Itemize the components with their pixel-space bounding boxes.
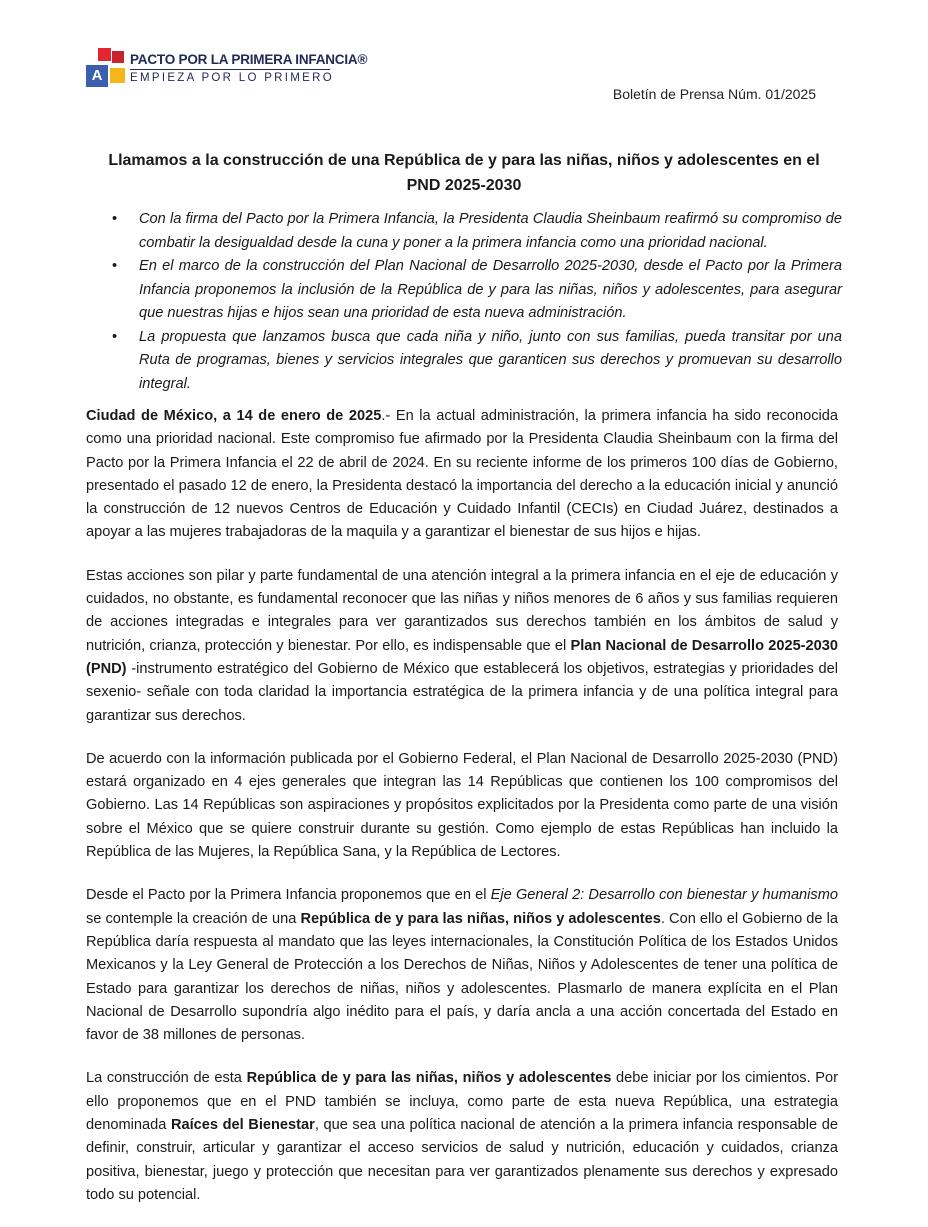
paragraph-5 (86, 1067, 838, 1207)
logo-divider (130, 69, 330, 70)
bold-text: República de y para las niñas, niños y adolescentes (300, 910, 661, 927)
summary-bullet (112, 326, 842, 397)
dateline: Ciudad de México, a 14 de enero de 2025 (86, 408, 382, 424)
paragraph-text: , que sea una política nacional de atención a la primera infancia responsable de definir, construir, articular y garantizar el acceso servicios de salud y nutrición, educación y cuidados, crianza positiva, bienestar, juego y protección que necesitan para ver garantizados plenamente sus derechos y expresado todo su potencial. (86, 1117, 838, 1203)
paragraph-text: . Con ello el Gobierno de la República daría respuesta al mandato que las leyes internacionales, la Constitución Política de los Estados Unidos Mexicanos y la Ley General de Protección a los Derechos de Niñas, Niños y Adolescentes de tener una política de Estado para garantizar los derechos de niñas, niños y adolescentes. Plasmarlo de manera explícita en el Plan Nacional de Desarrollo supondría algo inédito para el país, y daría ancla a una acción concertada del Estado en favor de 38 millones de personas. (86, 910, 838, 1044)
summary-bullet (112, 208, 842, 255)
paragraph-text: Desde el Pacto por la Primera Infancia proponemos que en el (86, 887, 491, 904)
bullet-text: La propuesta que lanzamos busca que cada niña y niño, junto con sus familias, pueda transitar por una Ruta de programas, bienes y servicios integrales que garanticen sus derechos y promuevan su desarrollo integral. (139, 328, 842, 392)
logo-heart-block (98, 48, 111, 61)
paragraph-4 (86, 884, 838, 1047)
paragraph-2 (86, 565, 838, 728)
press-release-title: Llamamos a la construcción de una República de y para las niñas, niños y adolescentes en el PND 2025-2030 (108, 152, 820, 194)
paragraph-3: De acuerdo con la información publicada por el Gobierno Federal, el Plan Nacional de Desarrollo 2025-2030 (PND) estará organizado en 4 ejes generales que integran las 14 Repúblicas que contienen los 100 compromisos del Gobierno. Las 14 Repúblicas son aspiraciones y propósitos explicitados por la Presidenta como parte de una visión sobre el México que se quiere construir durante su gestión. Como ejemplo de estas Repúblicas han incluido la República de las Mujeres, la República Sana, y la República de Lectores. (86, 750, 838, 861)
paragraph-text: se contemple la creación de una (86, 910, 301, 927)
bullet-text: En el marco de la construcción del Plan Nacional de Desarrollo 2025-2030, desde el Pacto por la Primera Infancia proponemos la inclusión de la República de y para las niñas, niños y adolescentes, para asegurar que nuestras hijas e hijos sean una prioridad de esta nueva administración. (139, 258, 842, 321)
bullet-icon: • (112, 258, 118, 274)
paragraph-text: La construcción de esta (86, 1070, 247, 1087)
paragraph-text: .- En la actual administración, la primera infancia ha sido reconocida como una prioridad nacional. Este compromiso fue afirmado por la Presidenta Claudia Sheinbaum con la firma del Pacto por la Primera Infancia el 22 de abril de 2024. En su reciente informe de los primeros 100 días de Gobierno, presentado el pasado 12 de enero, la Presidenta destacó la importancia del derecho a la educación inicial y anunció la construcción de 12 nuevos Centros de Educación y Cuidado Infantil (CECIs) en Ciudad Juárez, destinados a apoyar a las mujeres trabajadoras de la maquila y a garantizar el bienestar de sus hijos e hijas. (86, 408, 838, 541)
summary-bullet (112, 255, 842, 326)
summary-bullets (112, 208, 842, 396)
logo-yellow-block (110, 68, 125, 83)
bullet-icon: • (112, 328, 118, 345)
logo-red-block (112, 51, 124, 63)
paragraph-1 (86, 405, 838, 545)
italic-text: Eje General 2: Desarrollo con bienestar y humanismo (490, 887, 838, 904)
logo-a-block: A (86, 65, 108, 87)
bulletin-number: Boletín de Prensa Núm. 01/2025 (612, 86, 816, 102)
bullet-icon: • (112, 211, 118, 227)
logo (86, 48, 368, 96)
paragraph-text: -instrumento estratégico del Gobierno de México que establecerá los objetivos, estrategias y prioridades del sexenio- señale con toda claridad la importancia estratégica de la primera infancia y de una política integral para garantizar sus derechos. (86, 660, 838, 724)
logo-subtitle: EMPIEZA POR LO PRIMERO (130, 72, 334, 84)
bullet-text: Con la firma del Pacto por la Primera Infancia, la Presidenta Claudia Sheinbaum reafirmó su compromiso de combatir la desigualdad desde la cuna y poner a la primera infancia como una prioridad nacional. (139, 211, 842, 251)
logo-title: PACTO POR LA PRIMERA INFANCIA® (130, 52, 368, 67)
paragraph-text: Estas acciones son pilar y parte fundamental de una atención integral a la primera infancia en el eje de educación y cuidados, no obstante, es fundamental reconocer que las niñas y niños menores de 6 años y sus familias requieren de acciones integradas e integrales para ver garantizados sus derechos también en los ámbitos de salud y nutrición, crianza, protección y bienestar. Por ello, es indispensable que el (86, 567, 838, 654)
bold-text: Raíces del Bienestar (170, 1117, 315, 1134)
bold-text: República de y para las niñas, niños y adolescentes (246, 1070, 612, 1087)
bold-text: Plan Nacional de Desarrollo 2025-2030 (PND) (86, 637, 839, 677)
paragraph-text: debe iniciar por los cimientos. Por ello proponemos que en el PND también se incluya, como parte de esta nueva República, una estrategia denominada (86, 1070, 838, 1134)
article-body (86, 405, 838, 1227)
